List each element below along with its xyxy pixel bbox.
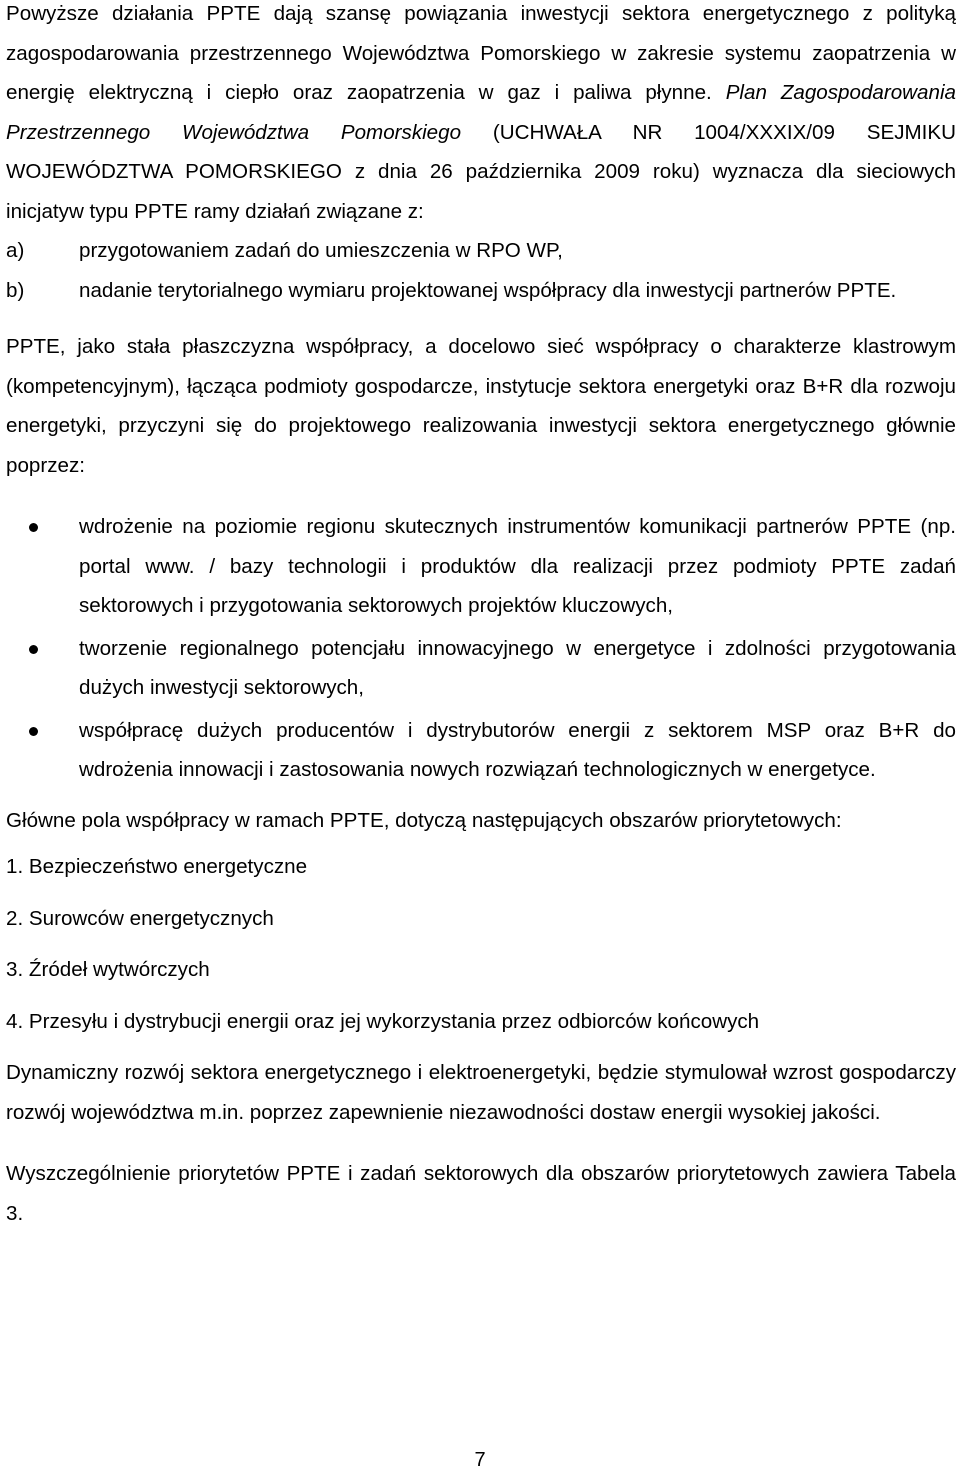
bullet-text: współpracę dużych producentów i dystrybutorów energii z sektorem MSP oraz B+R do wdrożenia innowacji i zastosowania nowych rozwiązań technologicznych w energetyce.	[79, 718, 956, 781]
bullet-item	[6, 507, 956, 626]
dynamic-paragraph: Dynamiczny rozwój sektora energetycznego i elektroenergetyki, będzie stymulował wzrost gospodarczy rozwój województwa m.in. poprzez zapewnienie niezawodności dostaw energii wysokiej jakości.	[6, 1061, 956, 1124]
bullet-text: tworzenie regionalnego potencjału innowacyjnego w energetyce i zdolności przygotowania dużych inwestycji sektorowych,	[79, 636, 956, 699]
intro-sentence-2: (UCHWAŁA NR 1004/XXXIX/09 SEJMIKU WOJEWÓDZTWA POMORSKIEGO z dnia 26 października 2009 roku) wyznacza dla sieciowych inicjatyw typu PPTE ramy działań związane z:	[6, 120, 956, 223]
intro-sentence-1: Powyższe działania PPTE dają szansę powiązania inwestycji sektora energetycznego z polityką zagospodarowania przestrzennego Województwa Pomorskiego w zakresie systemu zaopatrzenia w energię elektryczną i ciepło oraz zaopatrzenia w gaz i paliwa płynne.	[6, 2, 956, 104]
fields-heading: Główne pola współpracy w ramach PPTE, dotyczą następujących obszarów priorytetowych:	[6, 808, 842, 832]
page-number: 7	[474, 1449, 486, 1471]
bullet-text: wdrożenie na poziomie regionu skutecznych instrumentów komunikacji partnerów PPTE (np. portal www. / bazy technologii i produktów dla realizacji przez podmioty PPTE zadań sektorowych i przygotowania sektorowych projektów kluczowych,	[79, 515, 956, 617]
priority-area-item: 3. Źródeł wytwórczych	[6, 958, 210, 981]
list-item	[6, 231, 956, 271]
plan-title: Plan Zagospodarowania Przestrzennego Województwa Pomorskiego	[6, 81, 956, 144]
priority-area-item: 4. Przesyłu i dystrybucji energii oraz jej wykorzystania przez odbiorców końcowych	[6, 1009, 760, 1033]
bullet-item	[6, 629, 956, 708]
list-marker: b)	[6, 278, 25, 302]
list-item-text: przygotowaniem zadań do umieszczenia w RPO WP,	[79, 239, 563, 262]
priority-areas-list	[6, 847, 956, 1041]
bullet-list	[6, 507, 956, 790]
list-item	[6, 271, 956, 311]
bullet-icon	[29, 523, 38, 532]
priority-area-item: 2. Surowców energetycznych	[6, 906, 274, 930]
list-marker: a)	[6, 239, 25, 262]
priority-area-item: 1. Bezpieczeństwo energetyczne	[6, 855, 308, 878]
bullet-item	[6, 711, 956, 790]
list-item-text: nadanie terytorialnego wymiaru projektowanej współpracy dla inwestycji partnerów PPTE.	[79, 278, 897, 302]
document-page	[6, 0, 956, 1233]
bullet-icon	[29, 645, 38, 654]
bullet-icon	[29, 727, 38, 736]
closing-paragraph: Wyszczególnienie priorytetów PPTE i zadań sektorowych dla obszarów priorytetowych zawiera Tabela 3.	[6, 1162, 956, 1225]
lettered-list	[6, 231, 956, 310]
ppte-paragraph: PPTE, jako stała płaszczyzna współpracy, a docelowo sieć współpracy o charakterze klastrowym (kompetencyjnym), łącząca podmioty gospodarcze, instytucje sektora energetyki oraz B+R dla rozwoju energetyki, przyczyni się do projektowego realizowania inwestycji sektora energetycznego głównie poprzez:	[6, 335, 956, 477]
intro-paragraph	[6, 0, 956, 231]
